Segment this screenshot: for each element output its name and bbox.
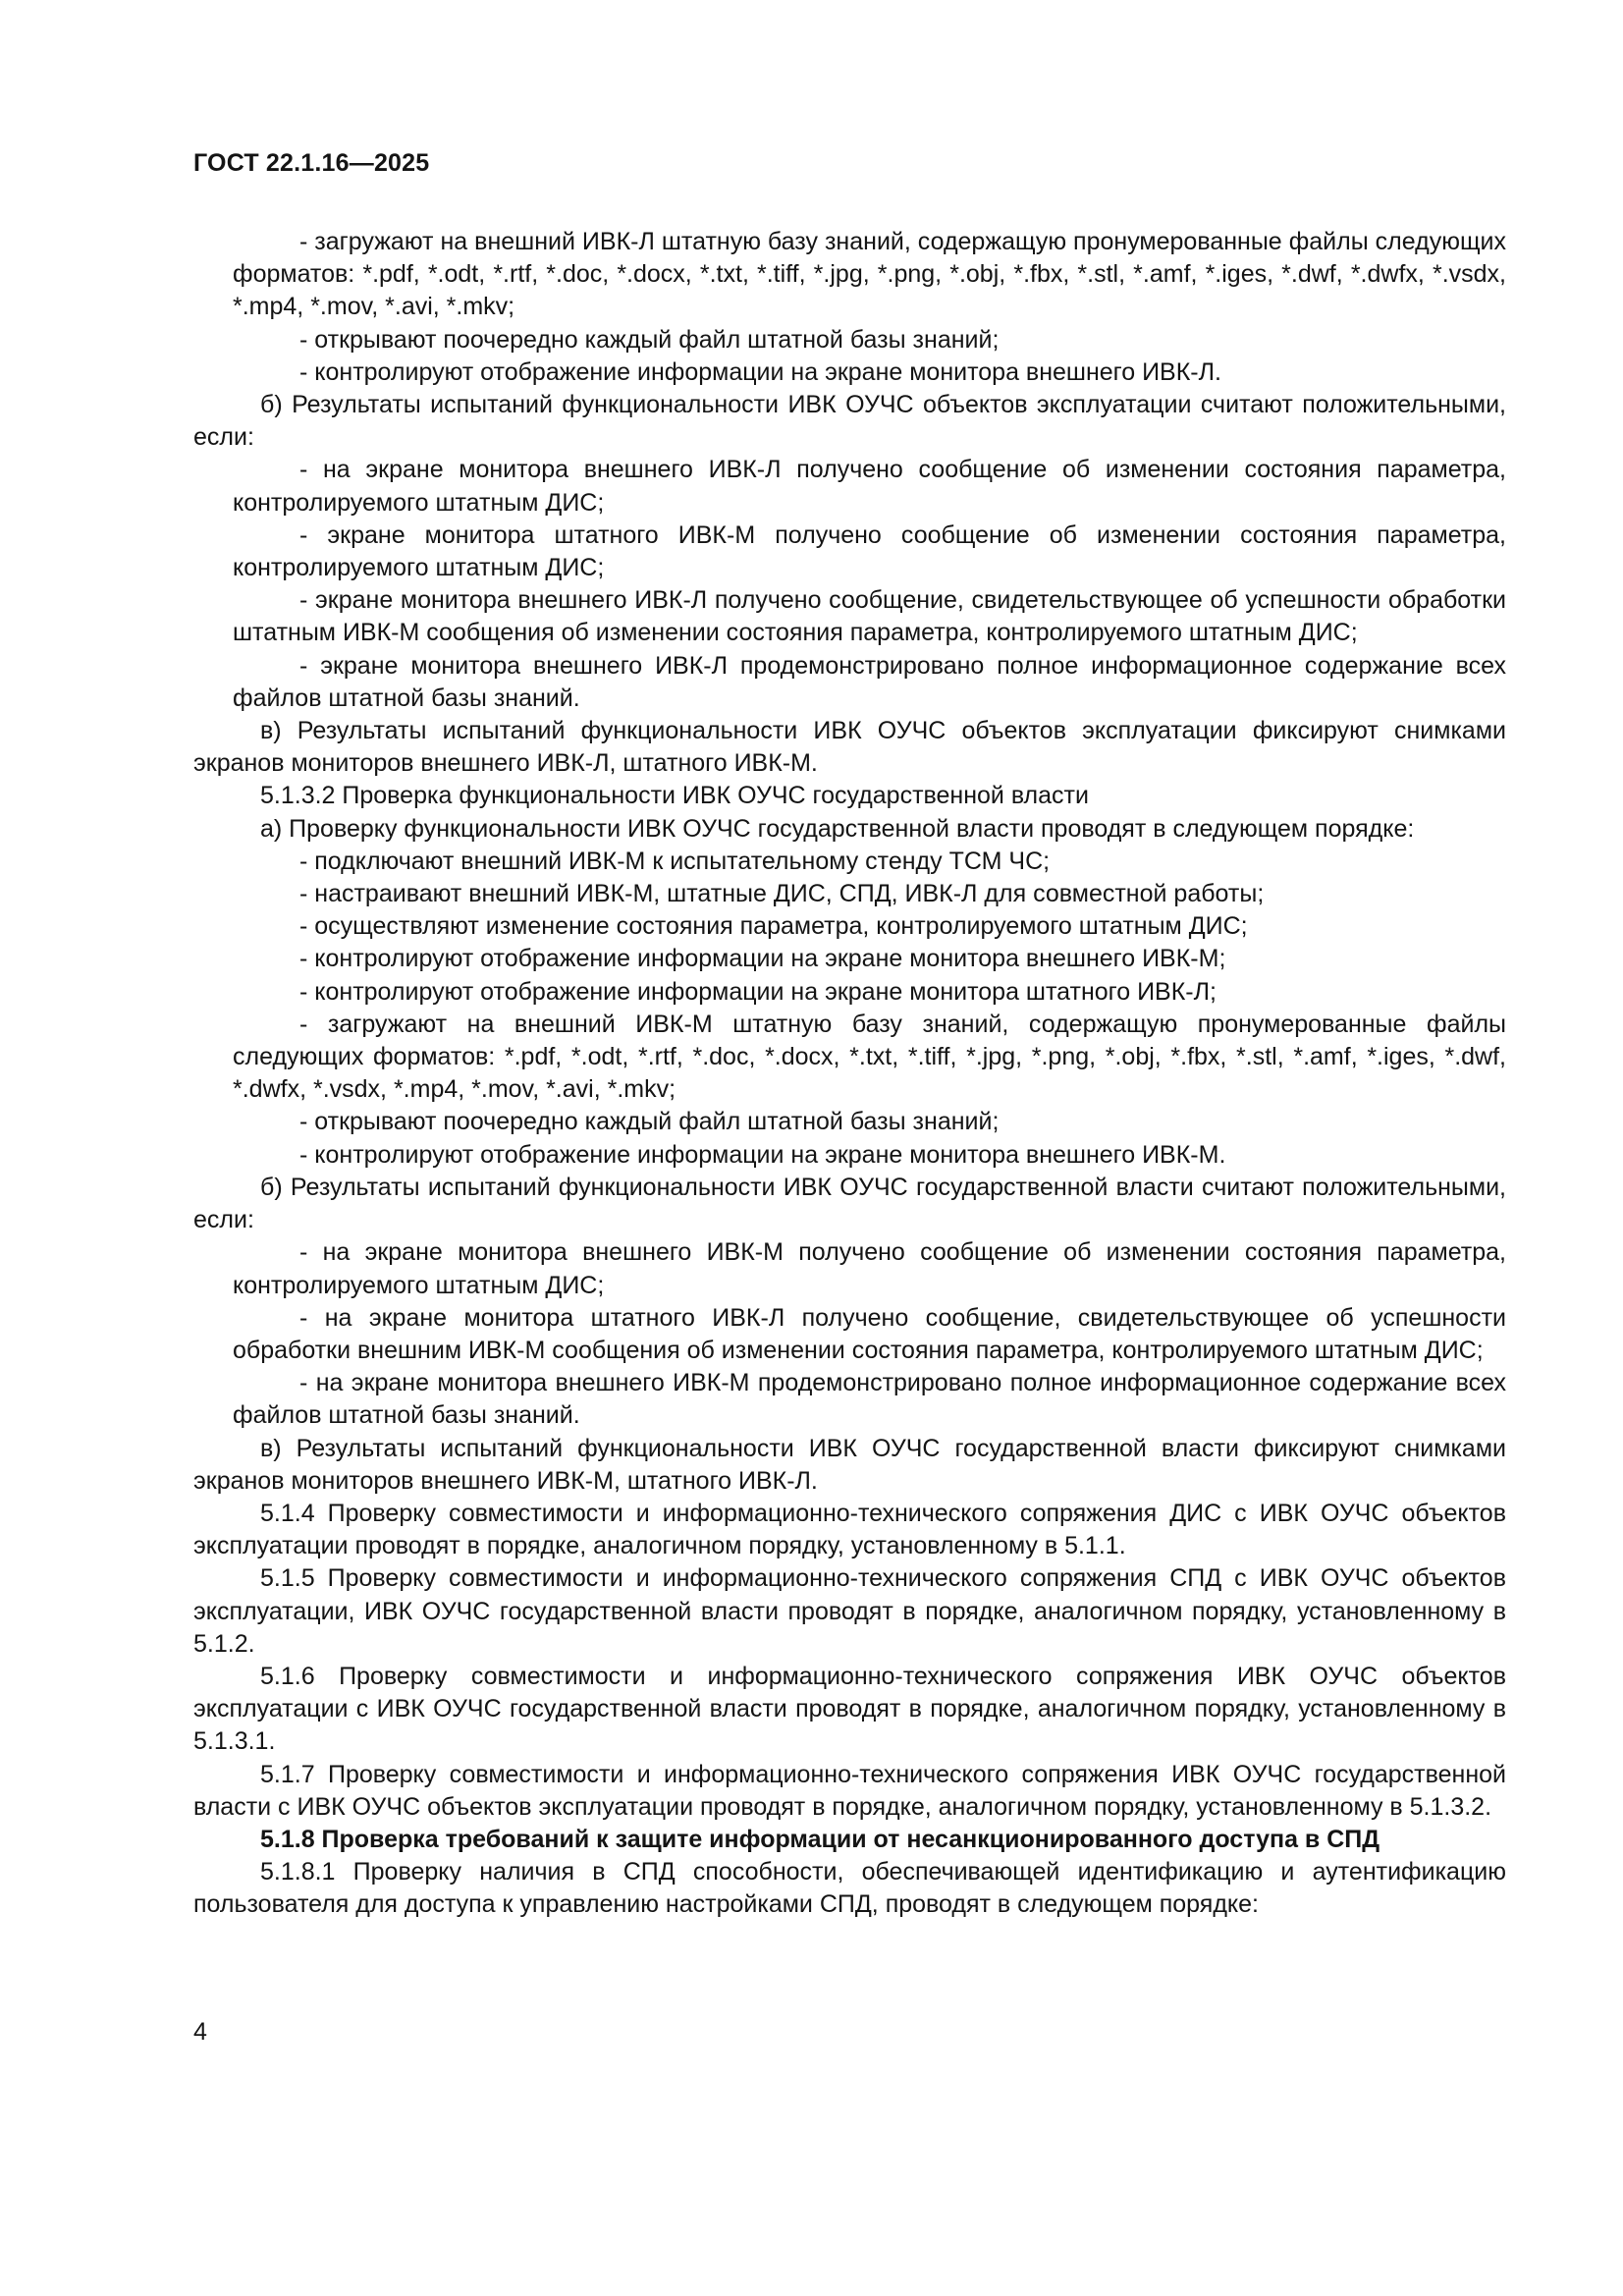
list-item: - на экране монитора штатного ИВК-Л получено сообщение, свидетельствующее об успешности обработки внешним ИВК-М сообщения об изменении состояния параметра, контролируемого штатным ДИС;	[233, 1303, 1506, 1364]
list-item: - настраивают внешний ИВК-М, штатные ДИС, СПД, ИВК-Л для совместной работы;	[299, 880, 1265, 908]
list-item: - экране монитора внешнего ИВК-Л продемонстрировано полное информационное содержание всех файлов штатной базы знаний.	[233, 651, 1506, 712]
list-item: - контролируют отображение информации на экране монитора внешнего ИВК-М;	[299, 945, 1226, 973]
list-item: - открывают поочередно каждый файл штатной базы знаний;	[299, 325, 1000, 354]
paragraph: в) Результаты испытаний функциональности ИВК ОУЧС государственной власти фиксируют снимками экранов мониторов внешнего ИВК-М, штатного ИВК-Л.	[193, 1434, 1506, 1495]
paragraph: 5.1.6 Проверку совместимости и информационно-технического сопряжения ИВК ОУЧС объектов эксплуатации с ИВК ОУЧС государственной власти проводят в порядке, аналогичном порядку, установленному в 5.1.3.1.	[193, 1662, 1506, 1756]
paragraph: 5.1.3.2 Проверка функциональности ИВК ОУЧС государственной власти	[260, 782, 1089, 810]
list-item: - на экране монитора внешнего ИВК-М продемонстрировано полное информационное содержание всех файлов штатной базы знаний.	[233, 1369, 1506, 1430]
list-item: - экране монитора штатного ИВК-М получено сообщение об изменении состояния параметра, контролируемого штатным ДИС;	[233, 520, 1506, 582]
document-body	[193, 226, 1506, 1922]
list-item: - экране монитора внешнего ИВК-Л получено сообщение, свидетельствующее об успешности обработки штатным ИВК-М сообщения об изменении состояния параметра, контролируемого штатным ДИС;	[233, 586, 1506, 647]
paragraph: а) Проверку функциональности ИВК ОУЧС государственной власти проводят в следующем порядке:	[260, 814, 1415, 843]
paragraph: 5.1.8 Проверка требований к защите информации от несанкционированного доступа в СПД	[260, 1825, 1380, 1853]
list-item: - загружают на внешний ИВК-М штатную базу знаний, содержащую пронумерованные файлы следующих форматов: *.pdf, *.odt, *.rtf, *.doc, *.docx, *.txt, *.tiff, *.jpg, *.png, *.obj, *.fbx, *.stl, *.amf, *.iges, *.dwf, *.dwfx, *.vsdx, *.mp4, *.mov, *.avi, *.mkv;	[233, 1010, 1506, 1104]
list-item: - подключают внешний ИВК-М к испытательному стенду ТСМ ЧС;	[299, 847, 1051, 875]
paragraph: 5.1.5 Проверку совместимости и информационно-технического сопряжения СПД с ИВК ОУЧС объектов эксплуатации, ИВК ОУЧС государственной власти проводят в порядке, аналогичном порядку, установленному в 5.1.2.	[193, 1564, 1506, 1658]
paragraph: б) Результаты испытаний функциональности ИВК ОУЧС государственной власти считают положительными, если:	[193, 1173, 1506, 1234]
list-item: - контролируют отображение информации на экране монитора штатного ИВК-Л;	[299, 977, 1217, 1006]
list-item: - на экране монитора внешнего ИВК-Л получено сообщение об изменении состояния параметра, контролируемого штатным ДИС;	[233, 456, 1506, 517]
list-item: - осуществляют изменение состояния параметра, контролируемого штатным ДИС;	[299, 912, 1248, 941]
list-item: - контролируют отображение информации на экране монитора внешнего ИВК-Л.	[299, 357, 1221, 386]
page-number: 4	[193, 2018, 207, 2046]
list-item: - контролируют отображение информации на экране монитора внешнего ИВК-М.	[299, 1140, 1226, 1169]
paragraph: б) Результаты испытаний функциональности ИВК ОУЧС объектов эксплуатации считают положительными, если:	[193, 391, 1506, 452]
paragraph: 5.1.8.1 Проверку наличия в СПД способности, обеспечивающей идентификацию и аутентификацию пользователя для доступа к управлению настройками СПД, проводят в следующем порядке:	[193, 1858, 1506, 1919]
list-item: - открывают поочередно каждый файл штатной базы знаний;	[299, 1108, 1000, 1136]
paragraph: 5.1.4 Проверку совместимости и информационно-технического сопряжения ДИС с ИВК ОУЧС объектов эксплуатации проводят в порядке, аналогичном порядку, установленному в 5.1.1.	[193, 1499, 1506, 1560]
paragraph: 5.1.7 Проверку совместимости и информационно-технического сопряжения ИВК ОУЧС государственной власти с ИВК ОУЧС объектов эксплуатации проводят в порядке, аналогичном порядку, установленному в 5.1.3.2.	[193, 1760, 1506, 1821]
list-item: - на экране монитора внешнего ИВК-М получено сообщение об изменении состояния параметра, контролируемого штатным ДИС;	[233, 1238, 1506, 1299]
paragraph: в) Результаты испытаний функциональности ИВК ОУЧС объектов эксплуатации фиксируют снимками экранов мониторов внешнего ИВК-Л, штатного ИВК-М.	[193, 717, 1506, 778]
document-header: ГОСТ 22.1.16—2025	[193, 149, 430, 177]
list-item: - загружают на внешний ИВК-Л штатную базу знаний, содержащую пронумерованные файлы следующих форматов: *.pdf, *.odt, *.rtf, *.doc, *.docx, *.txt, *.tiff, *.jpg, *.png, *.obj, *.fbx, *.stl, *.amf, *.iges, *.dwf, *.dwfx, *.vsdx, *.mp4, *.mov, *.avi, *.mkv;	[233, 228, 1506, 321]
